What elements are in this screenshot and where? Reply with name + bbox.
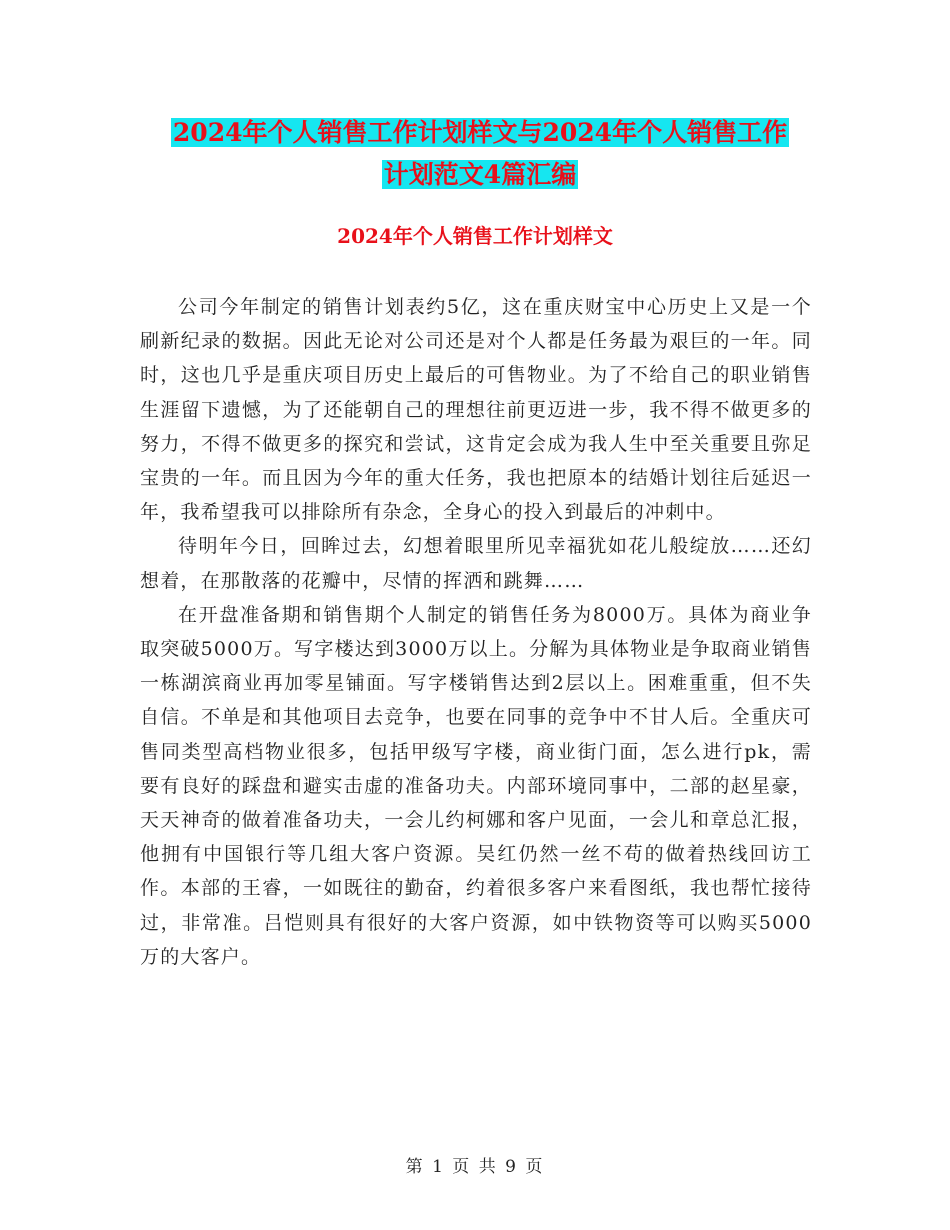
- paragraph-2: 待明年今日，回眸过去，幻想着眼里所见幸福犹如花儿般绽放……还幻想着，在那散落的花瓣中，尽情的挥洒和跳舞……: [140, 535, 812, 592]
- document-title-line1: 2024年个人销售工作计划样文与2024年个人销售工作: [172, 118, 788, 147]
- document-title: [140, 112, 820, 196]
- page-number-footer: 第 1 页 共 9 页: [405, 1157, 545, 1177]
- section-title: 2024年个人销售工作计划样文: [337, 224, 613, 248]
- body-text: [140, 290, 812, 974]
- paragraph-1: 公司今年制定的销售计划表约5亿，这在重庆财宝中心历史上又是一个刷新纪录的数据。因此无论对公司还是对个人都是任务最为艰巨的一年。同时，这也几乎是重庆项目历史上最后的可售物业。为了不给自己的职业销售生涯留下遗憾，为了还能朝自己的理想往前更迈进一步，我不得不做更多的努力，不得不做更多的探究和尝试，这肯定会成为我人生中至关重要且弥足宝贵的一年。而且因为今年的重大任务，我也把原本的结婚计划往后延迟一年，我希望我可以排除所有杂念，全身心的投入到最后的冲刺中。: [140, 296, 812, 524]
- document-title-line2: 计划范文4篇汇编: [383, 160, 577, 189]
- paragraph-3: 在开盘准备期和销售期个人制定的销售任务为8000万。具体为商业争取突破5000万。写字楼达到3000万以上。分解为具体物业是争取商业销售一栋湖滨商业再加零星铺面。写字楼销售达到2层以上。困难重重，但不失自信。不单是和其他项目去竞争，也要在同事的竞争中不甘人后。全重庆可售同类型高档物业很多，包括甲级写字楼，商业街门面，怎么进行pk，需要有良好的踩盘和避实击虚的准备功夫。内部环境同事中，二部的赵星豪，天天神奇的做着准备功夫，一会儿约柯娜和客户见面，一会儿和章总汇报，他拥有中国银行等几组大客户资源。吴红仍然一丝不苟的做着热线回访工作。本部的王睿，一如既往的勤奋，约着很多客户来看图纸，我也帮忙接待过，非常准。吕恺则具有很好的大客户资源，如中铁物资等可以购买5000万的大客户。: [140, 603, 812, 968]
